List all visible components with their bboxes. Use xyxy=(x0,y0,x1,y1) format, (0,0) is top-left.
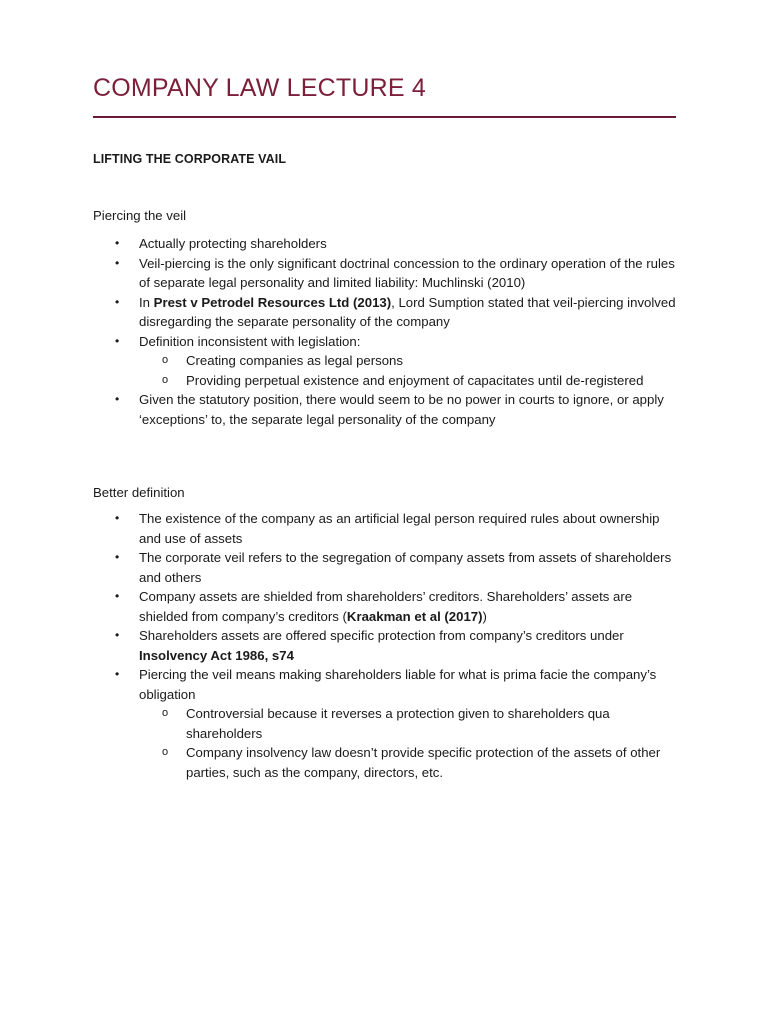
statute-citation: Insolvency Act 1986, s74 xyxy=(139,647,294,663)
sub-list-item xyxy=(139,743,676,782)
bullet-icon: • xyxy=(115,294,120,309)
list-item-text: The corporate veil refers to the segregation of company assets from assets of shareholders and others xyxy=(139,550,672,585)
bullet-icon: • xyxy=(115,333,120,348)
bullet-icon: • xyxy=(115,589,120,603)
page-title: COMPANY LAW LECTURE 4 xyxy=(93,74,426,102)
list-item-text-post: ) xyxy=(482,608,487,624)
sub-list-item xyxy=(139,704,676,743)
sub-list-item xyxy=(139,371,676,391)
bullet-list-better-definition xyxy=(93,509,676,782)
sub-list-item xyxy=(139,351,676,371)
sub-list-item-text: Creating companies as legal persons xyxy=(186,353,403,368)
list-item xyxy=(93,509,676,548)
list-item-text-pre: Company assets are shielded from shareholders’ creditors. Shareholders’ assets are shielded from company’s creditors ( xyxy=(139,589,633,624)
sub-list xyxy=(139,351,676,390)
list-item xyxy=(93,390,676,429)
list-item xyxy=(93,548,676,587)
list-item-text: Definition inconsistent with legislation: xyxy=(139,333,361,349)
sub-bullet-icon: o xyxy=(162,373,169,386)
bullet-icon: • xyxy=(115,392,120,406)
bullet-icon: • xyxy=(115,236,120,250)
list-item xyxy=(93,626,676,665)
list-item-text-pre: In xyxy=(139,294,154,310)
sub-list-item-text: Controversial because it reverses a protection given to shareholders qua shareholders xyxy=(186,706,610,741)
case-citation: Prest v Petrodel Resources Ltd (2013) xyxy=(153,294,392,310)
title-divider xyxy=(93,116,676,118)
bullet-icon: • xyxy=(115,628,120,642)
sub-list-item-text: Company insolvency law doesn’t provide specific protection of the assets of other parties, such as the company, directors, etc. xyxy=(186,745,661,780)
bullet-icon: • xyxy=(115,255,120,270)
sub-bullet-icon: o xyxy=(162,707,169,719)
subheading-piercing-the-veil: Piercing the veil xyxy=(93,208,187,223)
sub-bullet-icon: o xyxy=(162,354,169,366)
list-item-text: Veil-piercing is the only significant doctrinal concession to the ordinary operation of the rules of separate legal personality and limited liability: Muchlinski (2010) xyxy=(139,255,675,290)
list-item xyxy=(93,293,676,332)
bullet-icon: • xyxy=(115,511,120,525)
list-item xyxy=(93,234,676,254)
list-item xyxy=(93,665,676,782)
list-item-text: The existence of the company as an artificial legal person required rules about ownership and use of assets xyxy=(139,511,660,546)
list-item xyxy=(93,254,676,293)
list-item-text-post: , Lord Sumption stated that veil-piercing involved disregarding the separate personality of the company xyxy=(139,294,676,329)
list-item xyxy=(93,587,676,626)
section-heading: LIFTING THE CORPORATE VAIL xyxy=(93,152,287,166)
subheading-better-definition: Better definition xyxy=(93,485,185,500)
sub-list-item-text: Providing perpetual existence and enjoyment of capacitates until de-registered xyxy=(186,372,644,388)
sub-bullet-icon: o xyxy=(162,746,169,758)
list-item-text: Piercing the veil means making shareholders liable for what is prima facie the company’s obligation xyxy=(139,667,657,702)
bullet-list-piercing-the-veil xyxy=(93,234,676,429)
bullet-icon: • xyxy=(115,550,120,564)
citation: Kraakman et al (2017) xyxy=(346,608,483,624)
list-item-text: Actually protecting shareholders xyxy=(139,236,327,251)
list-item-text: Given the statutory position, there would seem to be no power in courts to ignore, or apply ‘exceptions’ to, the separate legal personality of the company xyxy=(139,392,664,427)
list-item-text-pre: Shareholders assets are offered specific protection from company’s creditors under xyxy=(139,628,624,643)
bullet-icon: • xyxy=(115,667,120,681)
sub-list xyxy=(139,704,676,782)
list-item xyxy=(93,332,676,391)
